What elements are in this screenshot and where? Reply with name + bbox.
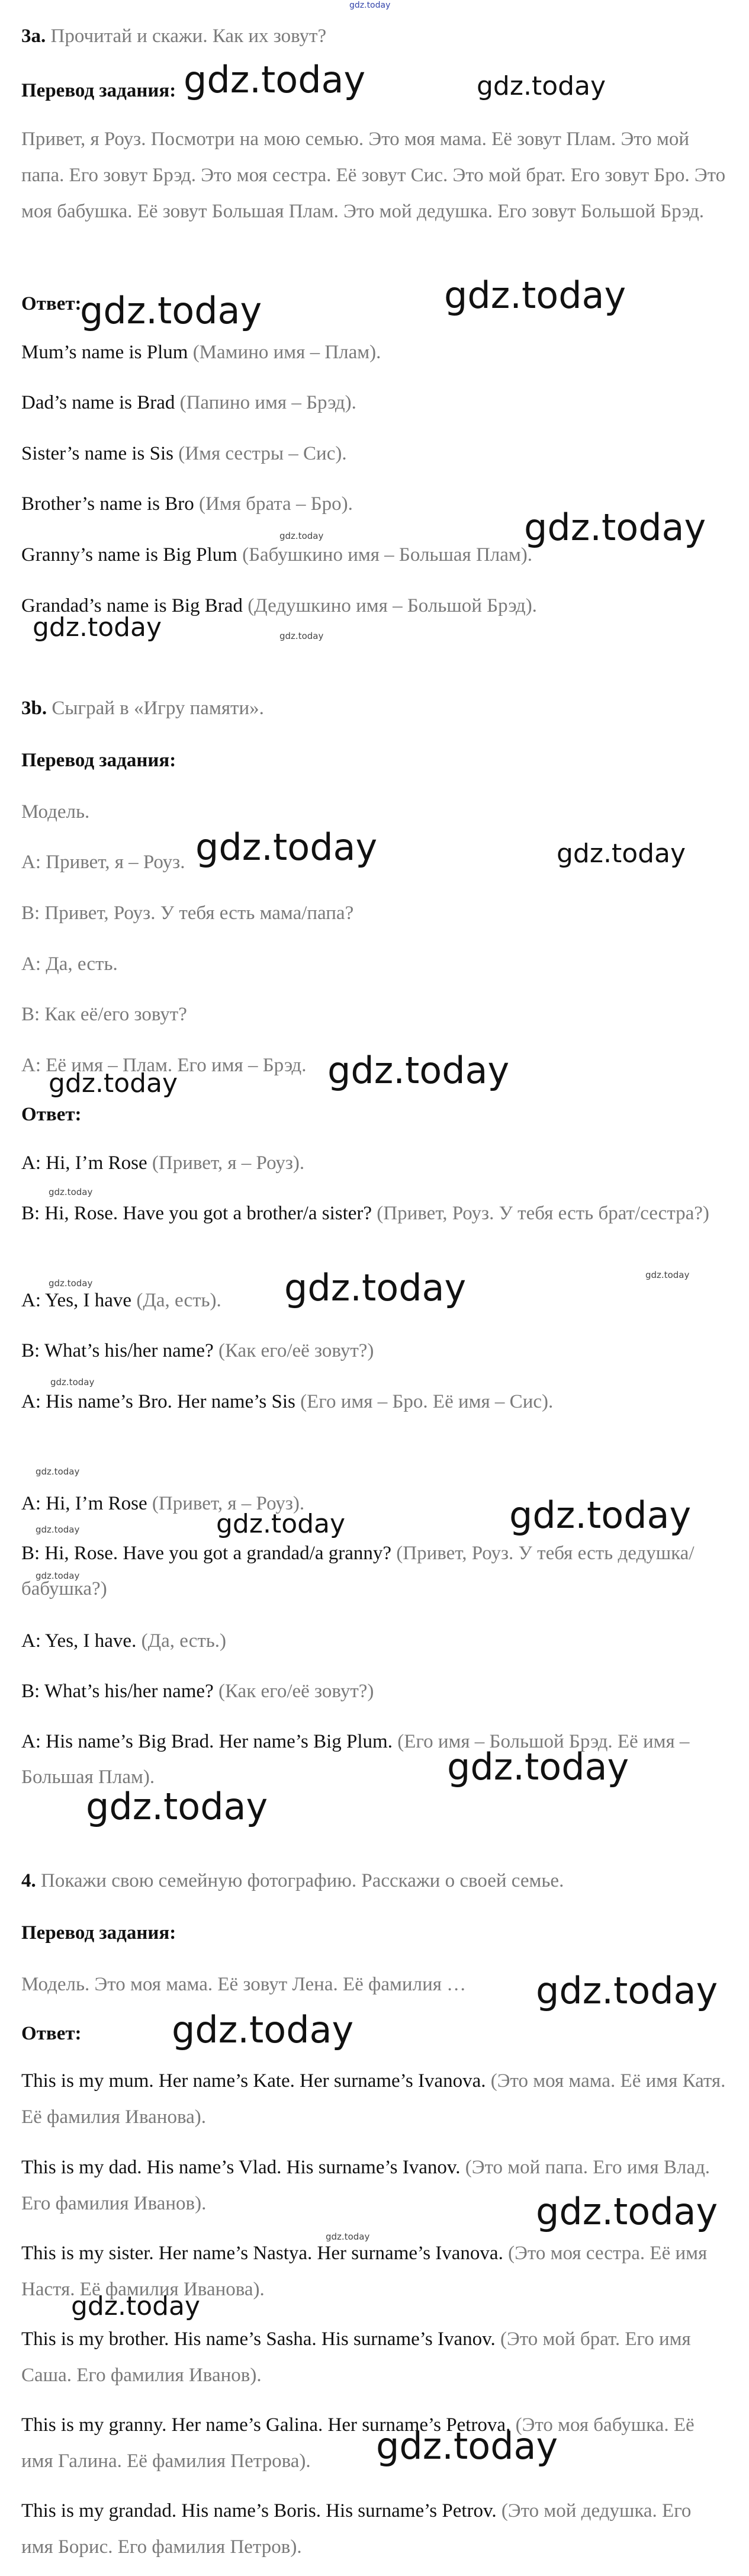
watermark: gdz.today <box>536 1969 718 2012</box>
model-text: Модель. Это моя мама. Её зовут Лена. Её фамилия … <box>21 1974 467 1995</box>
watermark: gdz.today <box>326 2231 370 2242</box>
answer-line: Mum’s name is Plum (Мамино имя – Плам). <box>21 342 381 363</box>
watermark: gdz.today <box>376 2424 558 2468</box>
answer-label: Ответ: <box>21 293 82 314</box>
answer-line: This is my grandad. His name’s Boris. His surname’s Petrov. (Это мой дедушка. Его имя Борис. Его фамилия Петров). <box>21 2500 692 2558</box>
task-4-heading: 4. Покажи свою семейную фотографию. Расскажи о своей семье. <box>21 1870 564 1891</box>
model-line: A: Да, есть. <box>21 953 118 975</box>
answer-label: Ответ: <box>21 2023 82 2044</box>
watermark: gdz.today <box>49 1187 93 1197</box>
task-3a-heading <box>21 18 729 54</box>
watermark: gdz.today <box>279 531 324 541</box>
dialog-line: B: Hi, Rose. Have you got a grandad/a granny? (Привет, Роуз. У тебя есть дедушка/бабушка?) <box>21 1543 695 1599</box>
watermark: gdz.today <box>557 839 686 869</box>
answer-line: Dad’s name is Brad (Папино имя – Брэд). <box>21 392 356 413</box>
watermark: gdz.today <box>36 1466 80 1477</box>
dialog-line: A: Hi, I’m Rose (Привет, я – Роуз). <box>21 1152 305 1174</box>
model-line: A: Её имя – Плам. Его имя – Брэд. <box>21 1055 307 1076</box>
dialog-line: A: Hi, I’m Rose (Привет, я – Роуз). <box>21 1493 305 1514</box>
answer-label: Ответ: <box>21 1104 82 1125</box>
watermark: gdz.today <box>284 1266 467 1309</box>
translation-label: Перевод задания: <box>21 750 176 771</box>
dialog-line: A: Yes, I have (Да, есть). <box>21 1290 221 1311</box>
watermark: gdz.today <box>477 71 606 101</box>
dialog-line: A: Yes, I have. (Да, есть.) <box>21 1630 227 1652</box>
watermark: gdz.today <box>172 2008 354 2051</box>
dialog-line: B: What’s his/her name? (Как его/её зовут?) <box>21 1340 374 1361</box>
header-watermark: gdz.today <box>349 1 391 10</box>
watermark: gdz.today <box>279 631 324 641</box>
model-line: B: Как её/его зовут? <box>21 1004 187 1025</box>
answer-line: This is my mum. Her name’s Kate. Her surname’s Ivanova. (Это моя мама. Её имя Катя. Её фамилия Иванова). <box>21 2070 726 2128</box>
task-instruction: Прочитай и скажи. Как их зовут? <box>50 25 327 47</box>
task-number: 3a. <box>21 25 46 47</box>
answer-line: This is my sister. Her name’s Nastya. Her surname’s Ivanova. (Это моя сестра. Её имя Настя. Её фамилия Иванова). <box>21 2243 708 2300</box>
watermark: gdz.today <box>216 1509 346 1539</box>
dialog-line: A: His name’s Bro. Her name’s Sis (Его имя – Бро. Её имя – Сис). <box>21 1391 554 1412</box>
watermark: gdz.today <box>444 274 626 317</box>
model-line: A: Привет, я – Роуз. <box>21 852 185 873</box>
answer-line: This is my brother. His name’s Sasha. His surname’s Ivanov. (Это мой брат. Его имя Саша. Его фамилия Иванов). <box>21 2328 691 2386</box>
model-line: B: Привет, Роуз. У тебя есть мама/папа? <box>21 902 354 924</box>
dialog-line: A: His name’s Big Brad. Her name’s Big Plum. (Его имя – Большой Брэд. Её имя – Большая Плам). <box>21 1731 690 1788</box>
answer-line: Brother’s name is Bro (Имя брата – Бро). <box>21 493 353 515</box>
translation-label: Перевод задания: <box>21 80 176 101</box>
watermark: gdz.today <box>524 506 706 549</box>
watermark: gdz.today <box>49 1278 93 1289</box>
watermark: gdz.today <box>184 58 366 101</box>
watermark: gdz.today <box>71 2291 201 2321</box>
watermark: gdz.today <box>509 1493 692 1537</box>
watermark: gdz.today <box>36 1570 80 1581</box>
watermark: gdz.today <box>195 826 378 869</box>
watermark: gdz.today <box>50 1377 95 1387</box>
watermark: gdz.today <box>49 1068 178 1099</box>
answer-line: Granny’s name is Big Plum (Бабушкино имя – Большая Плам). <box>21 544 533 566</box>
watermark: gdz.today <box>645 1270 690 1280</box>
model-label: Модель. <box>21 801 90 823</box>
task-3b-heading: 3b. Сыграй в «Игру памяти». <box>21 698 264 719</box>
watermark: gdz.today <box>80 289 262 332</box>
answer-line: This is my granny. Her name’s Galina. Her surname’s Petrova. (Это моя бабушка. Её имя Галина. Её фамилия Петрова). <box>21 2414 695 2472</box>
answer-line: Grandad’s name is Big Brad (Дедушкино имя – Большой Брэд). <box>21 595 537 616</box>
watermark: gdz.today <box>327 1049 510 1092</box>
answer-line: Sister’s name is Sis (Имя сестры – Сис). <box>21 443 347 464</box>
translation-text: Привет, я Роуз. Посмотри на мою семью. Это моя мама. Её зовут Плам. Это мой папа. Его зовут Брэд. Это моя сестра. Её зовут Сис. Это мой брат. Его зовут Бро. Это моя бабушка. Её зовут Большая Плам. Это мой дедушка. Его зовут Большой Брэд. <box>21 129 726 222</box>
dialog-line: B: What’s his/her name? (Как его/её зовут?) <box>21 1681 374 1702</box>
dialog-line: B: Hi, Rose. Have you got a brother/a sister? (Привет, Роуз. У тебя есть брат/сестра?) <box>21 1203 709 1224</box>
watermark: gdz.today <box>536 2190 718 2233</box>
watermark: gdz.today <box>33 612 162 643</box>
watermark: gdz.today <box>86 1785 268 1828</box>
translation-label: Перевод задания: <box>21 1922 176 1944</box>
watermark: gdz.today <box>36 1524 80 1535</box>
watermark: gdz.today <box>447 1745 629 1788</box>
answer-line: This is my dad. His name’s Vlad. His surname’s Ivanov. (Это мой папа. Его имя Влад. Его фамилия Иванов). <box>21 2157 711 2214</box>
